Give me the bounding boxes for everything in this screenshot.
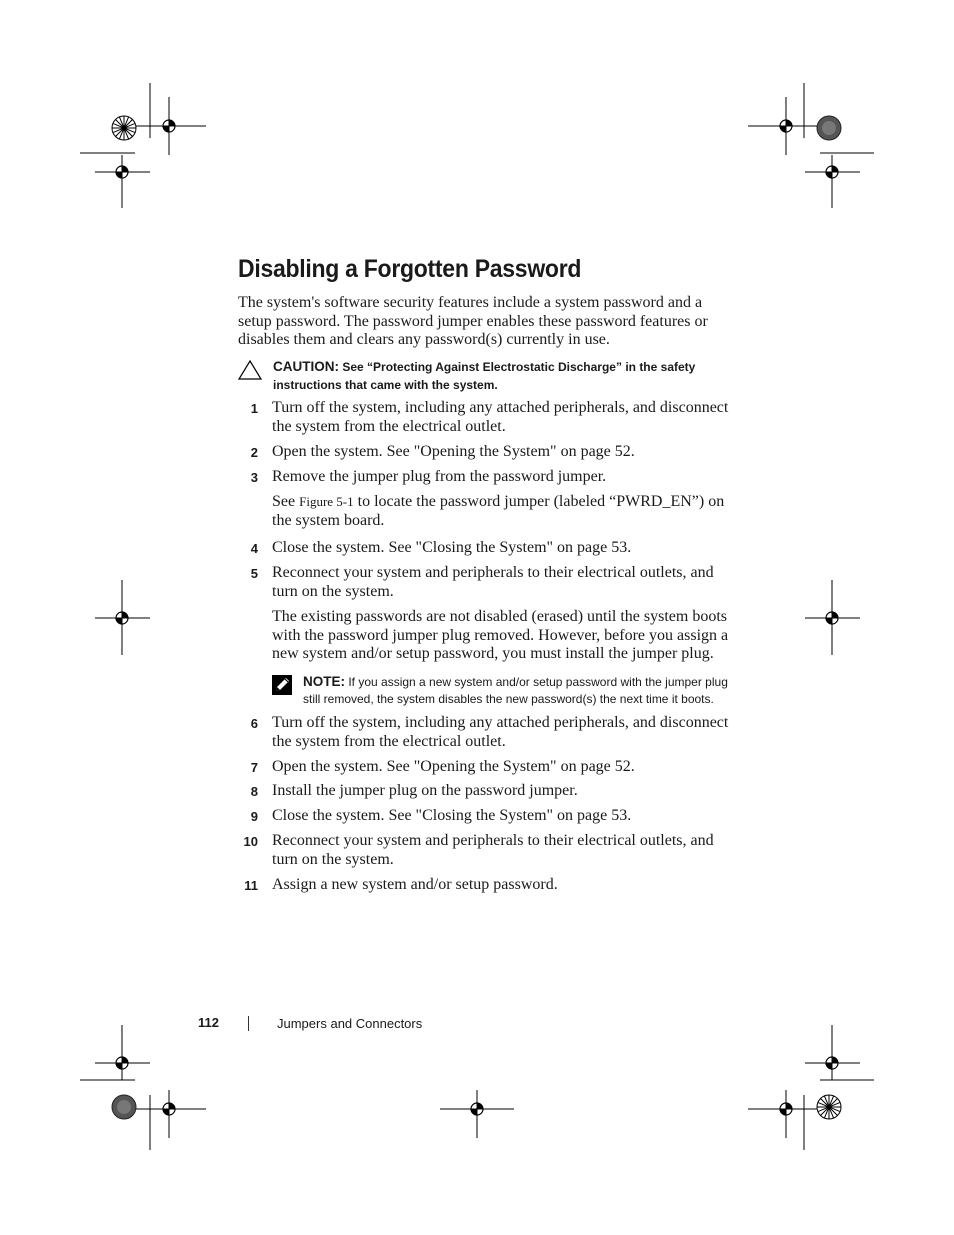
note-pencil-icon (272, 675, 292, 695)
step-text: Turn off the system, including any attached peripherals, and disconnect the system from the electrical outlet. (272, 399, 729, 435)
step-text: Close the system. See "Closing the System" on page 53. (272, 807, 632, 824)
footer-divider (248, 1016, 249, 1031)
step-text: Open the system. See "Opening the System" on page 52. (272, 443, 635, 460)
step-5-detail: The existing passwords are not disabled (erased) until the system boots with the password jumper plug removed. However, before you assign a new system and/or setup password, you must install the jumper plug. (272, 608, 729, 662)
step-number: 6 (250, 716, 258, 731)
step-3-detail (272, 493, 738, 530)
step-text: Install the jumper plug on the password jumper. (272, 782, 578, 799)
intro-paragraph: The system's software security features include a system password and a setup password. The password jumper enables these password features or disables them and clears any password(s) currently in use. (238, 294, 708, 348)
footer-section-title: Jumpers and Connectors (277, 1016, 423, 1031)
note-label: NOTE: (303, 674, 345, 689)
step-number: 10 (243, 834, 258, 849)
step-number: 2 (250, 445, 258, 460)
step-text: Close the system. See "Closing the System" on page 53. (272, 539, 632, 556)
step-text: Reconnect your system and peripherals to their electrical outlets, and turn on the system. (272, 564, 714, 600)
step-number: 4 (250, 541, 258, 556)
step-3-see: See (272, 493, 300, 510)
caution-label: CAUTION: (273, 359, 339, 374)
step-number: 9 (250, 809, 258, 824)
step-number: 5 (250, 566, 258, 581)
step-number: 11 (244, 878, 258, 893)
caution-text: See “Protecting Against Electrostatic Discharge” in the safety instructions that came with the system. (273, 360, 696, 392)
figure-reference: Figure 5-1 (299, 494, 354, 509)
step-number: 3 (250, 470, 258, 485)
page-title: Disabling a Forgotten Password (238, 255, 582, 283)
step-number: 7 (250, 760, 258, 775)
step-text: Turn off the system, including any attached peripherals, and disconnect the system from the electrical outlet. (272, 714, 729, 750)
step-number: 8 (250, 784, 258, 799)
step-text: Reconnect your system and peripherals to their electrical outlets, and turn on the system. (272, 832, 714, 868)
page-number: 112 (198, 1015, 219, 1030)
note-text: If you assign a new system and/or setup password with the jumper plug still removed, the system disables the new password(s) the next time it boots. (303, 675, 728, 706)
step-text: Remove the jumper plug from the password jumper. (272, 468, 607, 485)
step-text: Open the system. See "Opening the System" on page 52. (272, 758, 635, 775)
caution-triangle-icon (238, 360, 262, 380)
step-number: 1 (250, 401, 258, 416)
step-text: Assign a new system and/or setup password. (272, 876, 558, 893)
step-3-detail-rest: to locate the password jumper (labeled “PWRD_EN”) on the system board. (272, 493, 725, 529)
